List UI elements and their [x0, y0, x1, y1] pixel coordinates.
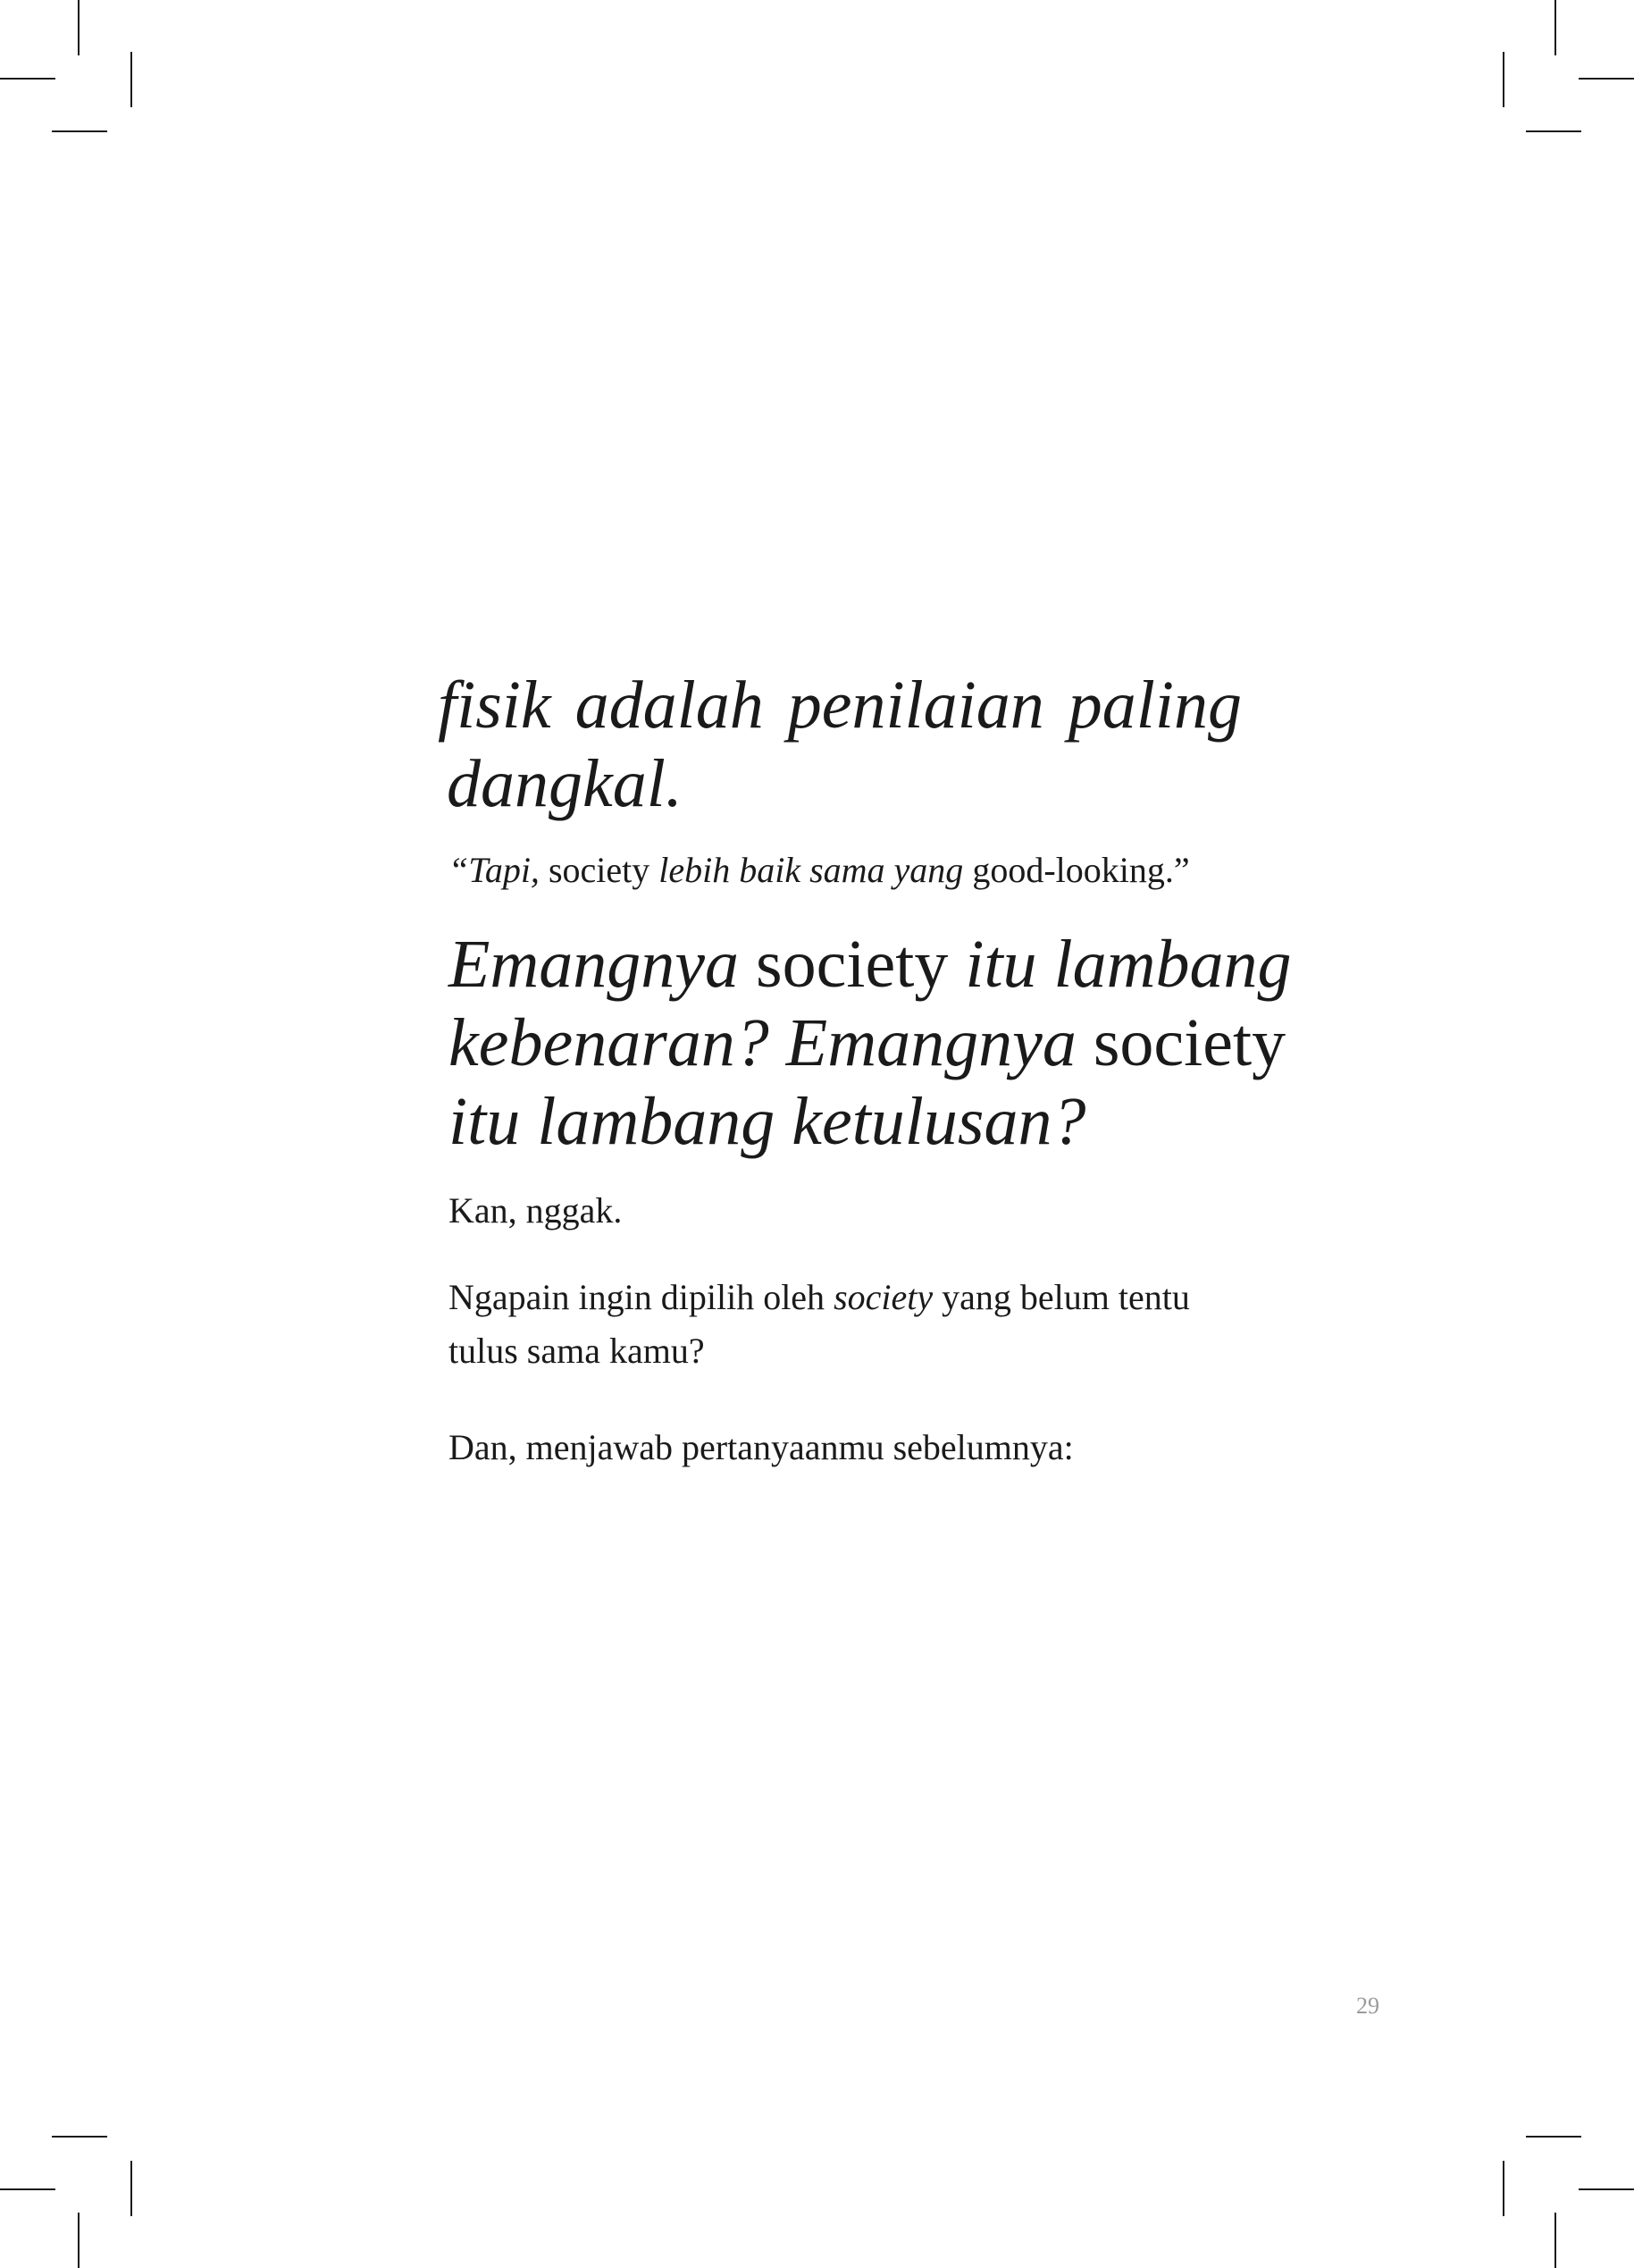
paragraph-2-c: yang belum tentu [933, 1277, 1190, 1317]
dialog-quote [448, 847, 1190, 894]
crop-mark-bottom-left-v2 [78, 2213, 80, 2268]
crop-mark-bottom-left-v1 [130, 2161, 132, 2216]
paragraph-3: Dan, menjawab pertanyaanmu sebelumnya: [448, 1427, 1074, 1467]
paragraph-2-a: Ngapain ingin dipilih oleh [448, 1277, 834, 1317]
crop-mark-top-right-v1 [1554, 0, 1556, 55]
paragraph-2-line-2: tulus sama kamu? [448, 1331, 705, 1371]
statement-l3-italic: itu lambang ketulusan? [448, 1084, 1086, 1159]
crop-mark-bottom-right-v2 [1554, 2213, 1556, 2268]
crop-mark-top-left-v1 [78, 0, 80, 55]
pull-quote-statement [448, 925, 1292, 1161]
crop-mark-bottom-right-h2 [1579, 2188, 1634, 2190]
crop-mark-top-right-h [1579, 78, 1634, 80]
pull-quote-heading [438, 666, 1242, 823]
paragraph-2-italic: society [834, 1277, 934, 1317]
crop-mark-top-right-v2 [1503, 52, 1504, 107]
crop-mark-bottom-left-h [52, 2136, 107, 2138]
crop-mark-top-left-h [0, 78, 55, 80]
crop-mark-top-right-h2 [1526, 130, 1581, 132]
statement-l2-italic: kebenaran? Emangnya [448, 1005, 1077, 1080]
statement-l1-italic-c: itu lambang [965, 927, 1292, 1002]
heading-word-3: penilaian [787, 668, 1044, 743]
statement-l2-roman: society [1076, 1005, 1286, 1080]
dialog-open-italic: “Tapi, [448, 850, 540, 890]
crop-mark-bottom-left-h2 [0, 2188, 55, 2190]
paragraph-1: Kan, nggak. [448, 1190, 623, 1231]
dialog-word-society: society [539, 850, 659, 890]
crop-mark-bottom-right-h [1526, 2136, 1581, 2138]
statement-l1-roman: society [739, 927, 966, 1002]
statement-l1-italic-a: Emangnya [448, 927, 740, 1002]
statement-line-2 [448, 1004, 1286, 1082]
heading-line-1 [438, 666, 1242, 744]
heading-word-4: paling [1068, 668, 1242, 743]
crop-mark-bottom-right-v1 [1503, 2161, 1504, 2216]
statement-line-1 [448, 925, 1292, 1004]
page-number: 29 [1356, 1993, 1379, 2019]
heading-line-2: dangkal. [447, 746, 683, 821]
heading-word-2: adalah [574, 668, 764, 743]
dialog-middle-italic: lebih baik sama yang [658, 850, 964, 890]
crop-mark-top-left-v2 [130, 52, 132, 107]
statement-line-3 [448, 1082, 1253, 1161]
dialog-word-good-looking: good-looking.” [963, 850, 1190, 890]
paragraph-2 [448, 1271, 1190, 1378]
heading-word-1: fisik [438, 668, 551, 743]
crop-mark-top-left-h2 [52, 130, 107, 132]
